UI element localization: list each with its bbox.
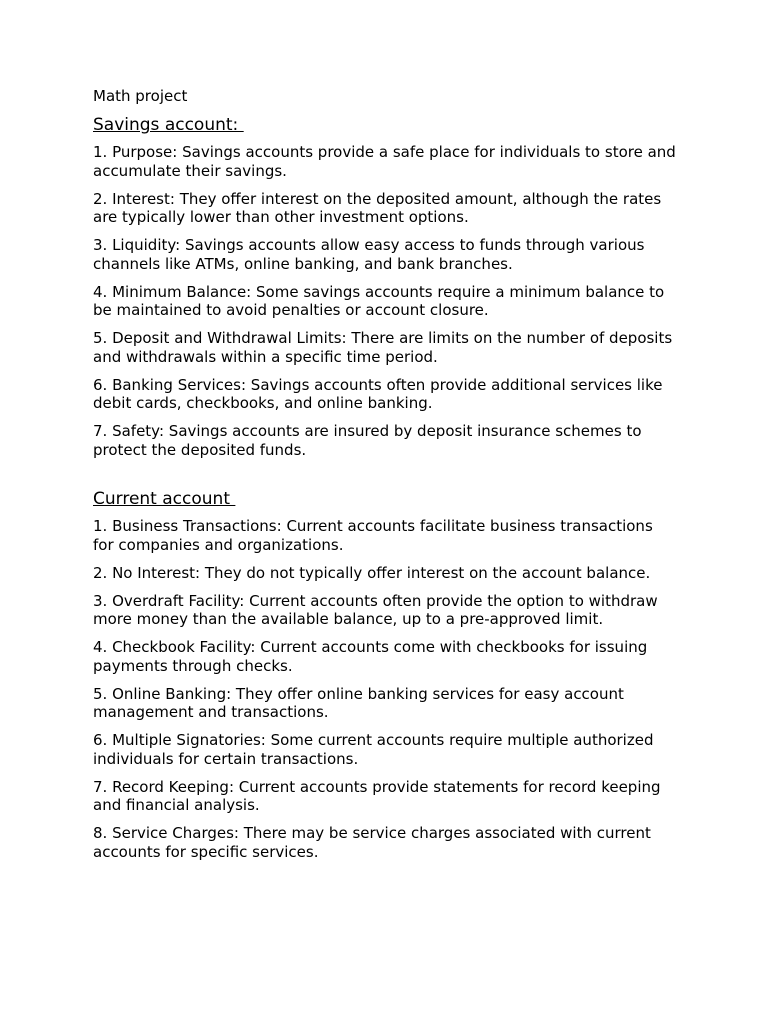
document-title: Math project <box>93 87 188 105</box>
list-item: 5. Online Banking: They offer online banking services for easy account management and transactions. <box>93 684 624 721</box>
list-item: 7. Record Keeping: Current accounts provide statements for record keeping and financial analysis. <box>93 777 661 814</box>
list-item: 8. Service Charges: There may be service charges associated with current accounts for specific services. <box>93 824 651 861</box>
list-item: 5. Deposit and Withdrawal Limits: There are limits on the number of deposits and withdrawals within a specific time period. <box>93 329 673 366</box>
list-item: 3. Overdraft Facility: Current accounts often provide the option to withdraw more money than the available balance, up to a pre-approved limit. <box>93 591 658 628</box>
list-item: 3. Liquidity: Savings accounts allow easy access to funds through various channels like ATMs, online banking, and bank branches. <box>93 236 645 273</box>
document-page <box>93 88 678 871</box>
list-item: 1. Business Transactions: Current accounts facilitate business transactions for companies and organizations. <box>93 517 653 554</box>
list-item: 6. Multiple Signatories: Some current accounts require multiple authorized individuals for certain transactions. <box>93 731 654 768</box>
list-item: 2. Interest: They offer interest on the deposited amount, although the rates are typically lower than other investment options. <box>93 189 662 226</box>
document-body <box>93 115 678 861</box>
list-item: 6. Banking Services: Savings accounts often provide additional services like debit cards, checkbooks, and online banking. <box>93 375 663 412</box>
savings-account-section <box>93 115 678 459</box>
list-item: 4. Minimum Balance: Some savings accounts require a minimum balance to be maintained to avoid penalties or account closure. <box>93 282 665 319</box>
list-item: 2. No Interest: They do not typically offer interest on the account balance. <box>93 563 651 582</box>
list-item: 1. Purpose: Savings accounts provide a safe place for individuals to store and accumulate their savings. <box>93 143 676 180</box>
section-heading: Savings account: <box>93 115 244 135</box>
section-heading: Current account <box>93 489 236 509</box>
list-item: 4. Checkbook Facility: Current accounts come with checkbooks for issuing payments through checks. <box>93 638 648 675</box>
list-item: 7. Safety: Savings accounts are insured by deposit insurance schemes to protect the deposited funds. <box>93 422 642 459</box>
current-account-section <box>93 489 678 861</box>
